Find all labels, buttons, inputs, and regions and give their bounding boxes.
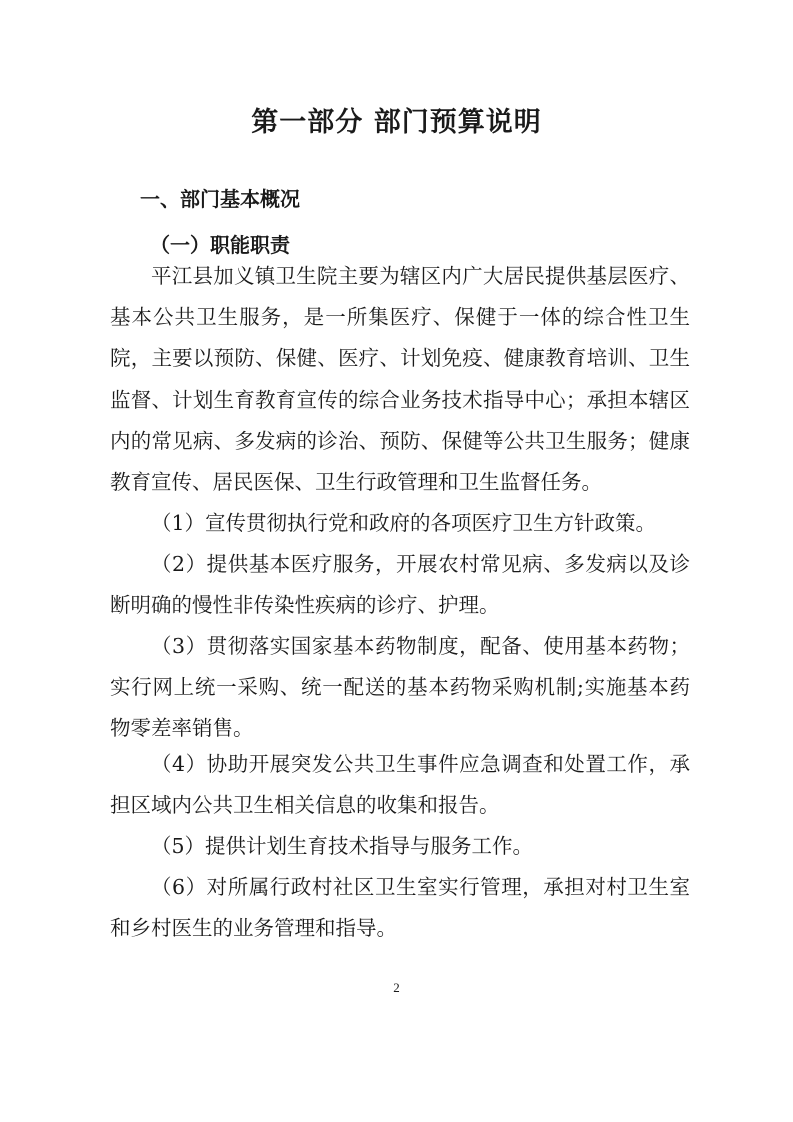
duty-item-1: （1）宣传贯彻执行党和政府的各项医疗卫生方针政策。: [151, 511, 657, 535]
duty-item-5: （5）提供计划生育技术指导与服务工作。: [151, 834, 534, 858]
page-number: 2: [393, 980, 400, 995]
duty-item-4: （4）协助开展突发公共卫生事件应急调查和处置工作，承担区域内公共卫生相关信息的收集和报告。: [110, 752, 690, 818]
section-heading: 一、部门基本概况: [140, 187, 300, 211]
duty-item-3: （3）贯彻落实国家基本药物制度，配备、使用基本药物；实行网上统一采购、统一配送的基本药物采购机制;实施基本药物零差率销售。: [110, 634, 690, 741]
duty-item-6: （6）对所属行政村社区卫生室实行管理，承担对村卫生室和乡村医生的业务管理和指导。: [110, 875, 690, 941]
page-title: 第一部分 部门预算说明: [251, 107, 542, 138]
duty-item-2: （2）提供基本医疗服务，开展农村常见病、多发病以及诊断明确的慢性非传染性疾病的诊疗、护理。: [110, 552, 690, 618]
intro-paragraph: 平江县加义镇卫生院主要为辖区内广大居民提供基层医疗、基本公共卫生服务，是一所集医疗、保健于一体的综合性卫生院，主要以预防、保健、医疗、计划免疫、健康教育培训、卫生监督、计划生育教育宣传的综合业务技术指导中心；承担本辖区内的常见病、多发病的诊治、预防、保健等公共卫生服务；健康教育宣传、居民医保、卫生行政管理和卫生监督任务。: [110, 264, 690, 495]
sub-heading: （一）职能职责: [150, 233, 290, 257]
